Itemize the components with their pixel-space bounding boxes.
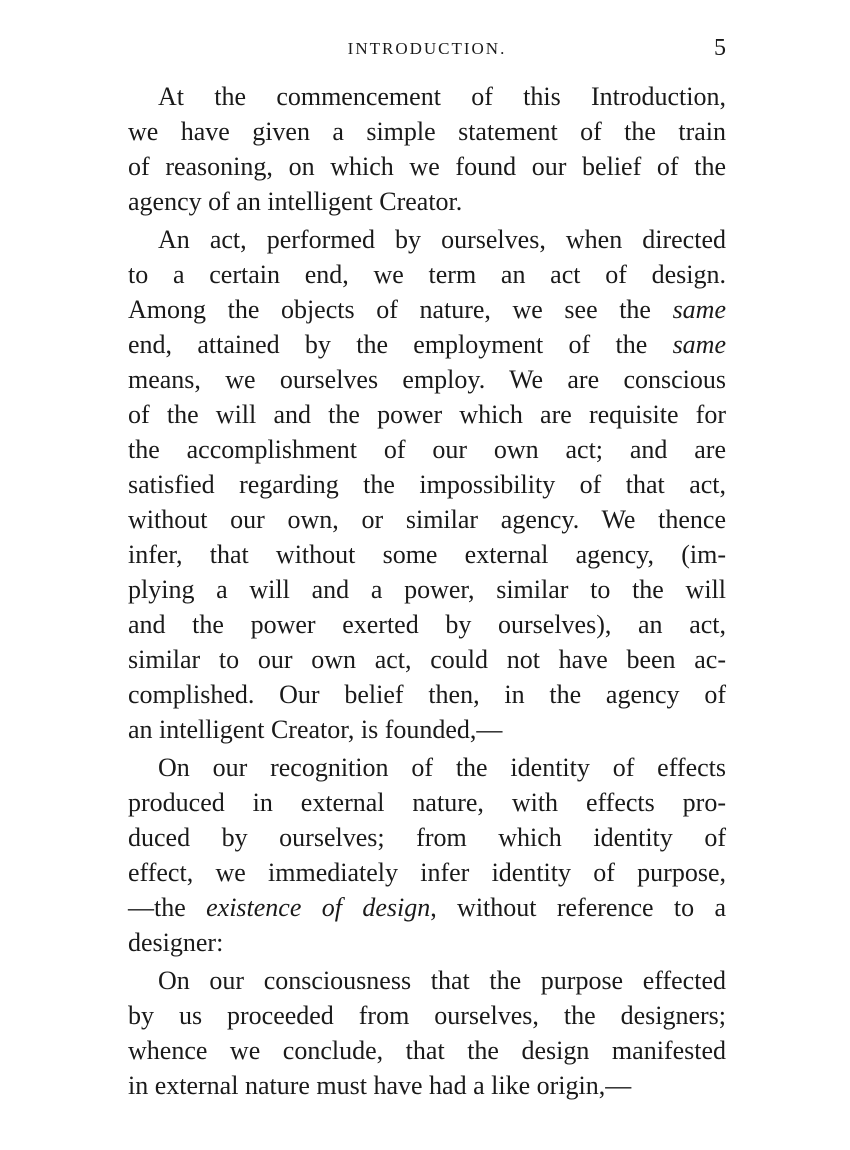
page-number: 5 [714,35,726,61]
text-line: by us proceeded from ourselves, the designers; [128,1001,726,1030]
text-line: plying a will and a power, similar to the will [128,575,726,604]
text-line: means, we ourselves employ. We are conscious [128,365,726,394]
text-line: of the will and the power which are requisite for [128,400,726,429]
text-line: to a certain end, we term an act of design. [128,260,726,289]
paragraph [128,750,726,960]
text-line: agency of an intelligent Creator. [128,187,463,216]
text-line: Among the objects of nature, we see the same [128,295,726,324]
text-line: we have given a simple statement of the train [128,117,726,146]
text-line: in external nature must have had a like origin,— [128,1071,632,1100]
text-line: infer, that without some external agency, (im- [128,540,726,569]
text-line: duced by ourselves; from which identity of [128,823,726,852]
text-line: satisfied regarding the impossibility of that act, [128,470,726,499]
paragraph [128,79,726,219]
text-line: complished. Our belief then, in the agency of [128,680,726,709]
text-line: an intelligent Creator, is founded,— [128,715,503,744]
text-line: At the commencement of this Introduction, [158,82,726,111]
text-line: the accomplishment of our own act; and are [128,435,726,464]
paragraph [128,222,726,747]
text-line: similar to our own act, could not have been ac- [128,645,726,674]
text-line: of reasoning, on which we found our belief of the [128,152,726,181]
text-line: —the existence of design, without reference to a [128,893,726,922]
text-line: effect, we immediately infer identity of purpose, [128,858,726,887]
paragraph [128,963,726,1103]
running-header [128,36,726,62]
text-line: On our recognition of the identity of effects [158,753,726,782]
text-line: end, attained by the employment of the same [128,330,726,359]
text-line: On our consciousness that the purpose effected [158,966,726,995]
text-line: produced in external nature, with effects pro- [128,788,726,817]
text-line: designer: [128,928,224,957]
text-line: and the power exerted by ourselves), an act, [128,610,726,639]
body-text [128,79,726,1106]
text-line: without our own, or similar agency. We thence [128,505,726,534]
text-line: whence we conclude, that the design manifested [128,1036,726,1065]
running-title: INTRODUCTION. [347,39,507,58]
text-line: An act, performed by ourselves, when directed [158,225,726,254]
